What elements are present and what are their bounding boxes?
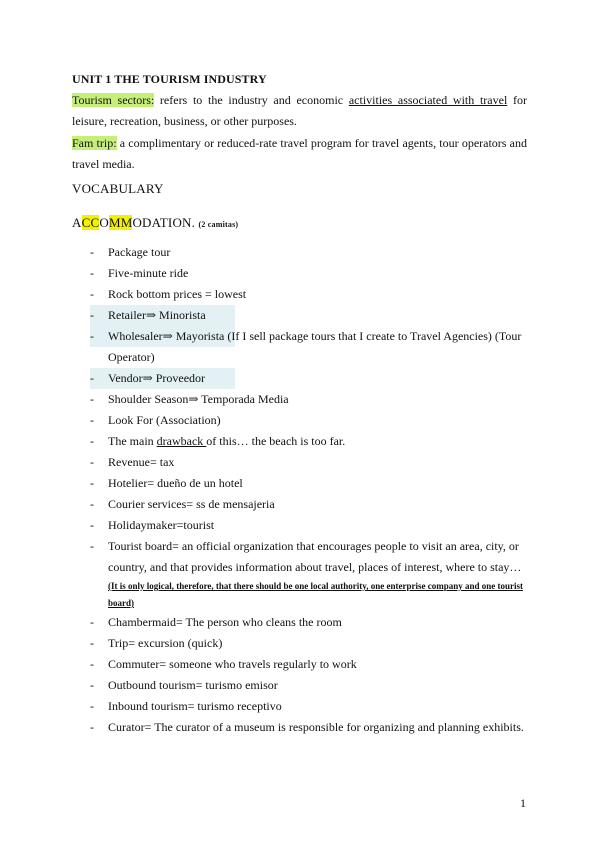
list-item: - Hotelier= dueño de un hotel [90, 476, 243, 490]
list-item: - Holidaymaker=tourist [90, 518, 215, 532]
vocabulary-list [90, 242, 530, 738]
list-item: - Five-minute ride [90, 266, 189, 280]
list-item: - Courier services= ss de mensajeria [90, 497, 275, 511]
list-item: - The main drawback of this… the beach is too far. [90, 434, 346, 448]
list-item: - Retailer⇒ Minorista [90, 305, 530, 326]
tourism-link-text: activities associated with travel [348, 93, 508, 107]
list-item: - Curator= The curator of a museum is responsible for organizing and planning exhibits. [90, 720, 524, 734]
tourism-text-1: refers to the industry and economic [154, 93, 349, 107]
accommodation-heading [72, 215, 238, 231]
acc-part-4: MM [108, 215, 133, 230]
list-item: - Inbound tourism= turismo receptivo [90, 699, 282, 713]
list-item: - Commuter= someone who travels regularly to work [90, 657, 357, 671]
page-title: UNIT 1 THE TOURISM INDUSTRY [72, 72, 267, 86]
list-item: - Look For (Association) [90, 413, 221, 427]
fam-trip-definition [72, 133, 527, 175]
list-item: - Wholesaler⇒ Mayorista (If I sell package tours that I create to Travel Agencies) (Tour Operator) [90, 326, 530, 368]
list-item: - Chambermaid= The person who cleans the room [90, 615, 342, 629]
tourist-board-note: (It is only logical, therefore, that there should be one local authority, one enterprise company and one tourist board) [108, 581, 523, 608]
list-item: - Outbound tourism= turismo emisor [90, 678, 278, 692]
tourism-sectors-definition [72, 90, 527, 132]
fam-trip-text: a complimentary or reduced-rate travel program for travel agents, tour operators and travel media. [72, 136, 527, 171]
tourism-text-2: for leisure, recreation, business, or other purposes. [72, 93, 527, 128]
accommodation-note: (2 camitas) [198, 220, 239, 229]
list-item: - Trip= excursion (quick) [90, 636, 223, 650]
acc-part-2: CC [81, 215, 100, 230]
vocabulary-heading: VOCABULARY [72, 181, 164, 196]
drawback-word: drawback [156, 434, 207, 448]
acc-part-1: A [72, 215, 82, 230]
acc-part-3: O [99, 215, 109, 230]
acc-part-5: ODATION. [132, 215, 196, 230]
list-item: - Vendor⇒ Proveedor [90, 368, 530, 389]
tourism-sectors-term: Tourism sectors: [72, 93, 155, 107]
list-item: - Tourist board= an official organization that encourages people to visit an area, city, or country, and that provides information about travel, places of interest, where to stay… (It is only logical, therefore, that there should be one local authority, one enterprise company and one tourist board) [90, 536, 530, 612]
list-item: - Rock bottom prices = lowest [90, 287, 247, 301]
list-item: - Package tour [90, 245, 171, 259]
fam-trip-term: Fam trip: [72, 136, 117, 150]
list-item: - Revenue= tax [90, 455, 175, 469]
page-number: 1 [520, 796, 526, 810]
list-item: - Shoulder Season⇒ Temporada Media [90, 392, 289, 406]
